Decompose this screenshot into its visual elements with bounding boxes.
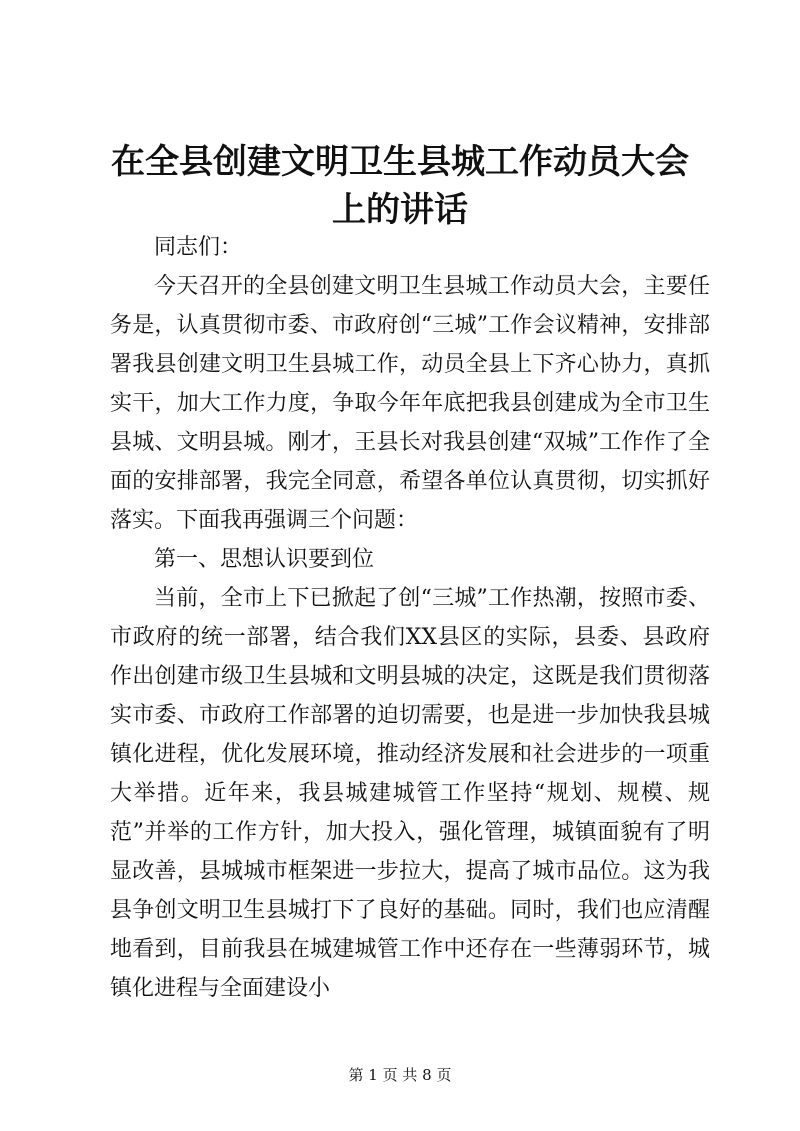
document-body [110, 228, 710, 1008]
paragraph-section-1: 当前，全市上下已掀起了创“三城”工作热潮，按照市委、市政府的统一部署，结合我们XX县区的实际，县委、县政府作出创建市级卫生县城和文明县城的决定，这既是我们贯彻落实市委、市政府工作部署的迫切需要，也是进一步加快我县城镇化进程，优化发展环境，推动经济发展和社会进步的一项重大举措。近年来，我县城建城管工作坚持“规划、规模、规范”并举的工作方针，加大投入，强化管理，城镇面貌有了明显改善，县城城市框架进一步拉大，提高了城市品位。这为我县争创文明卫生县城打下了良好的基础。同时，我们也应清醒地看到，目前我县在城建城管工作中还存在一些薄弱环节，城镇化进程与全面建设小 [110, 586, 710, 1001]
page-footer: 第 1 页 共 8 页 [348, 1066, 452, 1084]
paragraph-intro: 今天召开的全县创建文明卫生县城工作动员大会，主要任务是，认真贯彻市委、市政府创“三城”工作会议精神，安排部署我县创建文明卫生县城工作，动员全县上下齐心协力，真抓实干，加大工作力度，争取今年年底把我县创建成为全市卫生县城、文明县城。刚才，王县长对我县创建“双城”工作作了全面的安排部署，我完全同意，希望各单位认真贯彻，切实抓好落实。下面我再强调三个问题： [110, 274, 710, 533]
salutation: 同志们： [154, 235, 243, 260]
section-heading-1: 第一、思想认识要到位 [154, 547, 375, 572]
document-title: 在全县创建文明卫生县城工作动员大会上的讲话 [111, 142, 689, 230]
